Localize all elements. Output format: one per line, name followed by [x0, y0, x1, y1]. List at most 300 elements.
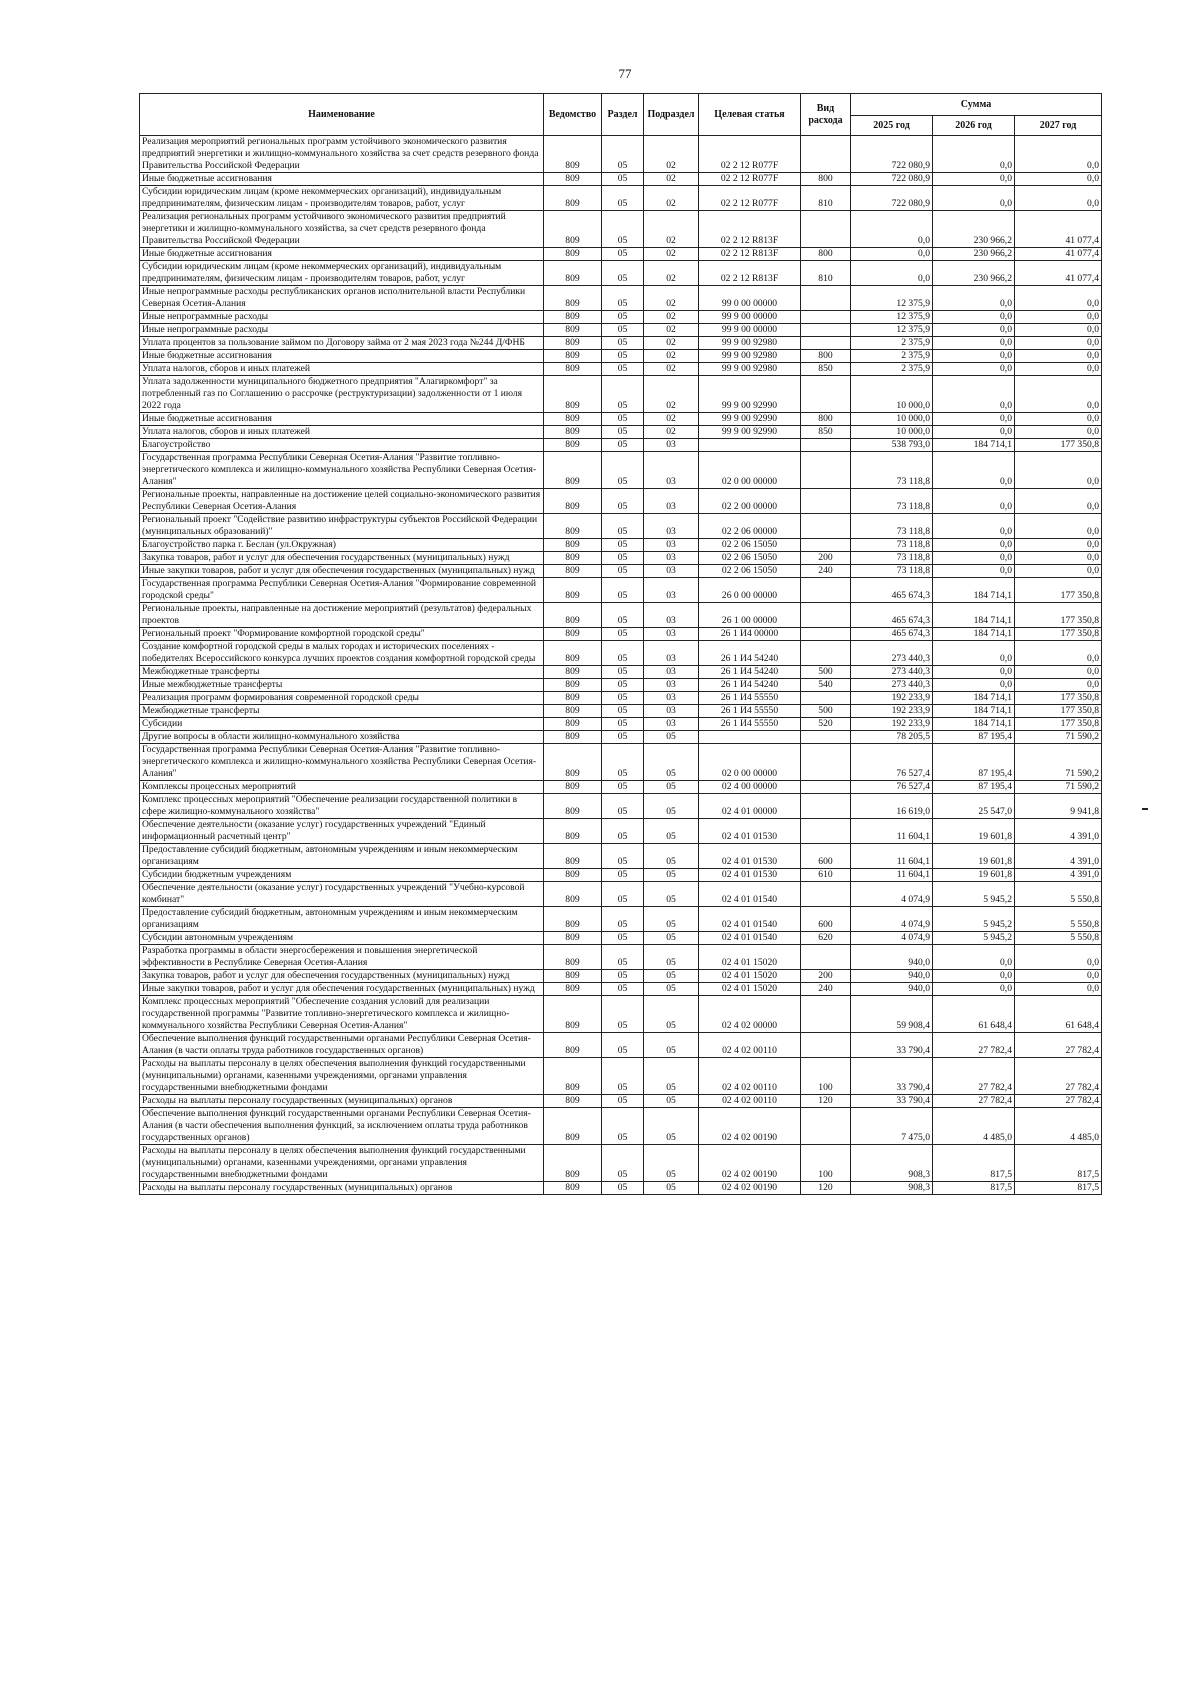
row-expense-type: 200: [801, 552, 851, 565]
row-ministry: 809: [544, 996, 602, 1033]
row-sum-2026: 5 945,2: [933, 932, 1015, 945]
row-subsection: 02: [644, 286, 699, 311]
row-sum-2026: 817,5: [933, 1182, 1015, 1195]
row-ministry: 809: [544, 350, 602, 363]
row-subsection: 03: [644, 489, 699, 514]
row-section: 05: [602, 1095, 644, 1108]
row-target-article: 99 0 00 00000: [699, 286, 801, 311]
row-sum-2027: 0,0: [1015, 489, 1102, 514]
table-row: [140, 1182, 1102, 1195]
table-row: [140, 1033, 1102, 1058]
row-name: Иные межбюджетные трансферты: [140, 679, 544, 692]
row-section: 05: [602, 452, 644, 489]
row-sum-2026: 0,0: [933, 666, 1015, 679]
table-row: [140, 945, 1102, 970]
table-row: [140, 248, 1102, 261]
row-target-article: 02 4 02 00190: [699, 1145, 801, 1182]
header-name: Наименование: [140, 94, 544, 136]
row-expense-type: 810: [801, 186, 851, 211]
row-sum-2027: 4 485,0: [1015, 1108, 1102, 1145]
row-sum-2025: 10 000,0: [851, 376, 933, 413]
row-sum-2027: 41 077,4: [1015, 211, 1102, 248]
table-row: [140, 489, 1102, 514]
row-sum-2027: 27 782,4: [1015, 1095, 1102, 1108]
row-expense-type: [801, 794, 851, 819]
row-ministry: 809: [544, 261, 602, 286]
row-sum-2027: 0,0: [1015, 641, 1102, 666]
row-ministry: 809: [544, 311, 602, 324]
row-sum-2026: 87 195,4: [933, 731, 1015, 744]
row-target-article: 02 4 01 01540: [699, 882, 801, 907]
row-ministry: 809: [544, 452, 602, 489]
table-row: [140, 731, 1102, 744]
table-row: [140, 578, 1102, 603]
row-ministry: 809: [544, 337, 602, 350]
table-row: [140, 983, 1102, 996]
row-subsection: 05: [644, 744, 699, 781]
row-target-article: 26 0 00 00000: [699, 578, 801, 603]
row-sum-2027: 4 391,0: [1015, 819, 1102, 844]
row-name: Региональный проект "Формирование комфортной городской среды": [140, 628, 544, 641]
row-sum-2027: 0,0: [1015, 539, 1102, 552]
row-section: 05: [602, 324, 644, 337]
row-sum-2026: 5 945,2: [933, 907, 1015, 932]
row-section: 05: [602, 692, 644, 705]
row-sum-2026: 19 601,8: [933, 844, 1015, 869]
row-sum-2025: 16 619,0: [851, 794, 933, 819]
row-subsection: 02: [644, 376, 699, 413]
row-sum-2027: 0,0: [1015, 136, 1102, 173]
row-target-article: 02 4 02 00110: [699, 1095, 801, 1108]
row-expense-type: [801, 996, 851, 1033]
table-row: [140, 932, 1102, 945]
table-row: [140, 718, 1102, 731]
row-target-article: 02 4 02 00190: [699, 1108, 801, 1145]
row-sum-2025: 33 790,4: [851, 1095, 933, 1108]
row-sum-2026: 0,0: [933, 970, 1015, 983]
row-subsection: 03: [644, 692, 699, 705]
row-sum-2027: 41 077,4: [1015, 248, 1102, 261]
row-expense-type: [801, 744, 851, 781]
row-target-article: [699, 731, 801, 744]
row-section: 05: [602, 363, 644, 376]
row-expense-type: [801, 539, 851, 552]
row-section: 05: [602, 781, 644, 794]
header-year-2025: 2025 год: [851, 116, 933, 136]
row-expense-type: 520: [801, 718, 851, 731]
table-row: [140, 350, 1102, 363]
row-name: Государственная программа Республики Северная Осетия-Алания "Развитие топливно-энергетического комплекса и жилищно-коммунального хозяйства Республики Северная Осетия-Алания": [140, 744, 544, 781]
row-target-article: 26 1 И4 00000: [699, 628, 801, 641]
row-sum-2025: 4 074,9: [851, 907, 933, 932]
row-sum-2025: 73 118,8: [851, 514, 933, 539]
row-sum-2026: 0,0: [933, 413, 1015, 426]
row-expense-type: [801, 376, 851, 413]
row-subsection: 02: [644, 261, 699, 286]
row-sum-2027: 27 782,4: [1015, 1033, 1102, 1058]
table-row: [140, 565, 1102, 578]
row-target-article: 99 9 00 92990: [699, 426, 801, 439]
row-name: Уплата процентов за пользование займом по Договору займа от 2 мая 2023 года №244 Д/ФНБ: [140, 337, 544, 350]
row-section: 05: [602, 186, 644, 211]
row-name: Расходы на выплаты персоналу государственных (муниципальных) органов: [140, 1182, 544, 1195]
row-sum-2027: 0,0: [1015, 324, 1102, 337]
row-section: 05: [602, 869, 644, 882]
row-sum-2027: 0,0: [1015, 337, 1102, 350]
row-ministry: 809: [544, 945, 602, 970]
row-sum-2025: 908,3: [851, 1145, 933, 1182]
row-sum-2025: 940,0: [851, 970, 933, 983]
row-section: 05: [602, 552, 644, 565]
row-sum-2026: 5 945,2: [933, 882, 1015, 907]
row-target-article: 99 9 00 92990: [699, 413, 801, 426]
row-sum-2027: 0,0: [1015, 426, 1102, 439]
row-target-article: 02 4 02 00000: [699, 996, 801, 1033]
row-ministry: 809: [544, 376, 602, 413]
row-sum-2025: 0,0: [851, 261, 933, 286]
row-sum-2026: 27 782,4: [933, 1058, 1015, 1095]
row-ministry: 809: [544, 1108, 602, 1145]
row-target-article: 26 1 И4 54240: [699, 679, 801, 692]
row-name: Региональные проекты, направленные на достижение целей социально-экономического развития Республики Северная Осетия-Алания: [140, 489, 544, 514]
row-name: Иные непрограммные расходы: [140, 324, 544, 337]
row-ministry: 809: [544, 1033, 602, 1058]
row-sum-2026: 817,5: [933, 1145, 1015, 1182]
row-sum-2026: 184 714,1: [933, 718, 1015, 731]
row-expense-type: [801, 781, 851, 794]
row-ministry: 809: [544, 628, 602, 641]
row-expense-type: 240: [801, 983, 851, 996]
row-expense-type: 800: [801, 248, 851, 261]
row-target-article: 02 4 01 00000: [699, 794, 801, 819]
row-section: 05: [602, 641, 644, 666]
row-name: Предоставление субсидий бюджетным, автономным учреждениям и иным некоммерческим организациям: [140, 907, 544, 932]
row-name: Иные бюджетные ассигнования: [140, 413, 544, 426]
row-subsection: 05: [644, 983, 699, 996]
row-sum-2026: 184 714,1: [933, 692, 1015, 705]
row-ministry: 809: [544, 552, 602, 565]
row-sum-2026: 19 601,8: [933, 819, 1015, 844]
row-subsection: 02: [644, 363, 699, 376]
row-ministry: 809: [544, 426, 602, 439]
row-sum-2027: 0,0: [1015, 552, 1102, 565]
row-target-article: 02 0 00 00000: [699, 452, 801, 489]
table-row: [140, 426, 1102, 439]
row-section: 05: [602, 1108, 644, 1145]
row-name: Закупка товаров, работ и услуг для обеспечения государственных (муниципальных) нужд: [140, 970, 544, 983]
row-section: 05: [602, 628, 644, 641]
row-sum-2026: 0,0: [933, 173, 1015, 186]
row-sum-2027: 71 590,2: [1015, 744, 1102, 781]
row-section: 05: [602, 844, 644, 869]
row-name: Межбюджетные трансферты: [140, 666, 544, 679]
row-ministry: 809: [544, 514, 602, 539]
row-target-article: 02 4 02 00110: [699, 1033, 801, 1058]
table-row: [140, 539, 1102, 552]
table-row: [140, 363, 1102, 376]
row-subsection: 02: [644, 173, 699, 186]
row-ministry: 809: [544, 1095, 602, 1108]
row-section: 05: [602, 337, 644, 350]
table-row: [140, 882, 1102, 907]
row-target-article: 26 1 00 00000: [699, 603, 801, 628]
row-sum-2025: 722 080,9: [851, 186, 933, 211]
row-sum-2027: 61 648,4: [1015, 996, 1102, 1033]
row-section: 05: [602, 666, 644, 679]
row-subsection: 05: [644, 1033, 699, 1058]
row-sum-2026: 25 547,0: [933, 794, 1015, 819]
row-sum-2027: 177 350,8: [1015, 718, 1102, 731]
row-target-article: 02 2 06 15050: [699, 552, 801, 565]
row-sum-2025: 10 000,0: [851, 426, 933, 439]
row-ministry: 809: [544, 781, 602, 794]
table-row: [140, 641, 1102, 666]
table-row: [140, 1058, 1102, 1095]
table-row: [140, 679, 1102, 692]
table-row: [140, 324, 1102, 337]
row-sum-2025: 465 674,3: [851, 578, 933, 603]
row-sum-2026: 0,0: [933, 452, 1015, 489]
row-name: Расходы на выплаты персоналу в целях обеспечения выполнения функций государственными (муниципальными) органами, казенными учреждениями, органами управления государственными внебюджетными фондами: [140, 1058, 544, 1095]
row-sum-2027: 0,0: [1015, 376, 1102, 413]
row-subsection: 05: [644, 970, 699, 983]
row-section: 05: [602, 413, 644, 426]
row-ministry: 809: [544, 794, 602, 819]
row-sum-2025: 11 604,1: [851, 844, 933, 869]
row-sum-2025: 273 440,3: [851, 666, 933, 679]
row-ministry: 809: [544, 363, 602, 376]
row-sum-2027: 71 590,2: [1015, 731, 1102, 744]
row-subsection: 03: [644, 628, 699, 641]
row-target-article: 02 4 02 00190: [699, 1182, 801, 1195]
row-ministry: 809: [544, 324, 602, 337]
row-sum-2026: 184 714,1: [933, 628, 1015, 641]
row-section: 05: [602, 439, 644, 452]
row-sum-2026: 0,0: [933, 565, 1015, 578]
table-row: [140, 1145, 1102, 1182]
row-name: Региональный проект "Содействие развитию инфраструктуры субъектов Российской Федерации (муниципальных образований)": [140, 514, 544, 539]
table-row: [140, 311, 1102, 324]
table-row: [140, 794, 1102, 819]
row-subsection: 03: [644, 679, 699, 692]
row-name: Благоустройство парка г. Беслан (ул.Окружная): [140, 539, 544, 552]
header-ministry: Ведомство: [544, 94, 602, 136]
row-subsection: 05: [644, 819, 699, 844]
row-sum-2026: 0,0: [933, 136, 1015, 173]
row-section: 05: [602, 718, 644, 731]
row-ministry: 809: [544, 844, 602, 869]
row-section: 05: [602, 1058, 644, 1095]
row-section: 05: [602, 983, 644, 996]
row-sum-2027: 5 550,8: [1015, 932, 1102, 945]
row-sum-2025: 940,0: [851, 983, 933, 996]
row-subsection: 02: [644, 324, 699, 337]
row-expense-type: 850: [801, 363, 851, 376]
row-expense-type: 800: [801, 350, 851, 363]
row-sum-2026: 184 714,1: [933, 705, 1015, 718]
row-target-article: 99 9 00 92980: [699, 350, 801, 363]
row-section: 05: [602, 286, 644, 311]
row-expense-type: [801, 628, 851, 641]
table-row: [140, 869, 1102, 882]
row-ministry: 809: [544, 286, 602, 311]
row-ministry: 809: [544, 718, 602, 731]
row-subsection: 03: [644, 705, 699, 718]
row-sum-2027: 177 350,8: [1015, 692, 1102, 705]
row-name: Субсидии автономным учреждениям: [140, 932, 544, 945]
row-section: 05: [602, 350, 644, 363]
row-sum-2027: 0,0: [1015, 186, 1102, 211]
table-row: [140, 996, 1102, 1033]
row-sum-2027: 0,0: [1015, 565, 1102, 578]
row-sum-2026: 0,0: [933, 641, 1015, 666]
row-sum-2027: 5 550,8: [1015, 882, 1102, 907]
row-target-article: 02 2 12 R077F: [699, 186, 801, 211]
row-sum-2027: 177 350,8: [1015, 628, 1102, 641]
table-row: [140, 452, 1102, 489]
row-sum-2026: 61 648,4: [933, 996, 1015, 1033]
row-ministry: 809: [544, 136, 602, 173]
table-row: [140, 705, 1102, 718]
table-row: [140, 261, 1102, 286]
row-sum-2027: 177 350,8: [1015, 439, 1102, 452]
row-sum-2026: 0,0: [933, 552, 1015, 565]
row-sum-2026: 0,0: [933, 186, 1015, 211]
table-row: [140, 744, 1102, 781]
row-target-article: 02 2 12 R077F: [699, 136, 801, 173]
table-row: [140, 844, 1102, 869]
row-sum-2025: 2 375,9: [851, 337, 933, 350]
row-sum-2027: 0,0: [1015, 350, 1102, 363]
row-name: Другие вопросы в области жилищно-коммунального хозяйства: [140, 731, 544, 744]
row-subsection: 02: [644, 211, 699, 248]
table-header: [140, 94, 1102, 136]
row-sum-2026: 0,0: [933, 324, 1015, 337]
row-expense-type: 500: [801, 705, 851, 718]
row-section: 05: [602, 136, 644, 173]
row-sum-2025: 76 527,4: [851, 744, 933, 781]
row-subsection: 02: [644, 350, 699, 363]
row-sum-2027: 27 782,4: [1015, 1058, 1102, 1095]
row-ministry: 809: [544, 705, 602, 718]
row-section: 05: [602, 679, 644, 692]
row-sum-2026: 230 966,2: [933, 248, 1015, 261]
row-ministry: 809: [544, 211, 602, 248]
row-name: Государственная программа Республики Северная Осетия-Алания "Формирование современной городской среды": [140, 578, 544, 603]
row-sum-2025: 59 908,4: [851, 996, 933, 1033]
page-number: 77: [618, 66, 632, 81]
row-name: Уплата налогов, сборов и иных платежей: [140, 363, 544, 376]
row-sum-2027: 0,0: [1015, 363, 1102, 376]
row-sum-2027: 0,0: [1015, 983, 1102, 996]
row-sum-2026: 0,0: [933, 350, 1015, 363]
row-sum-2025: 2 375,9: [851, 350, 933, 363]
row-expense-type: 600: [801, 844, 851, 869]
row-subsection: 03: [644, 641, 699, 666]
row-section: 05: [602, 907, 644, 932]
row-section: 05: [602, 211, 644, 248]
row-expense-type: 600: [801, 907, 851, 932]
row-ministry: 809: [544, 666, 602, 679]
row-target-article: 26 1 И4 54240: [699, 666, 801, 679]
row-expense-type: 620: [801, 932, 851, 945]
row-ministry: 809: [544, 603, 602, 628]
row-target-article: 02 2 12 R077F: [699, 173, 801, 186]
row-subsection: 03: [644, 565, 699, 578]
row-target-article: 26 1 И4 55550: [699, 718, 801, 731]
header-year-2026: 2026 год: [933, 116, 1015, 136]
scan-mark: [1142, 808, 1148, 810]
row-sum-2026: 0,0: [933, 945, 1015, 970]
row-name: Закупка товаров, работ и услуг для обеспечения государственных (муниципальных) нужд: [140, 552, 544, 565]
row-sum-2026: 0,0: [933, 363, 1015, 376]
row-subsection: 05: [644, 907, 699, 932]
row-sum-2027: 177 350,8: [1015, 705, 1102, 718]
row-expense-type: [801, 311, 851, 324]
row-expense-type: [801, 489, 851, 514]
table-row: [140, 628, 1102, 641]
row-target-article: 99 9 00 92990: [699, 376, 801, 413]
row-subsection: 05: [644, 794, 699, 819]
row-sum-2026: 0,0: [933, 376, 1015, 413]
row-subsection: 05: [644, 1182, 699, 1195]
row-target-article: 02 2 12 R813F: [699, 211, 801, 248]
row-name: Уплата задолженности муниципального бюджетного предприятия "Алагиркомфорт" за потребленный газ по Соглашению о рассрочке (реструктуризации) задолженности от 1 июля 2022 года: [140, 376, 544, 413]
row-sum-2025: 73 118,8: [851, 489, 933, 514]
row-sum-2026: 0,0: [933, 514, 1015, 539]
row-target-article: 26 1 И4 55550: [699, 705, 801, 718]
row-expense-type: 800: [801, 413, 851, 426]
row-name: Уплата налогов, сборов и иных платежей: [140, 426, 544, 439]
row-sum-2026: 0,0: [933, 337, 1015, 350]
row-expense-type: 610: [801, 869, 851, 882]
row-name: Реализация мероприятий региональных программ устойчивого экономического развития предприятий энергетики и жилищно-коммунального хозяйства за счет средств резервного фонда Правительства Российской Федерации: [140, 136, 544, 173]
row-subsection: 02: [644, 337, 699, 350]
row-subsection: 05: [644, 869, 699, 882]
row-ministry: 809: [544, 983, 602, 996]
row-target-article: 02 2 06 15050: [699, 539, 801, 552]
row-sum-2026: 87 195,4: [933, 781, 1015, 794]
row-sum-2026: 0,0: [933, 426, 1015, 439]
row-name: Реализация региональных программ устойчивого экономического развития предприятий энергетики и жилищно-коммунального хозяйства, за счет средств резервного фонда Правительства Российской Федерации: [140, 211, 544, 248]
row-ministry: 809: [544, 578, 602, 603]
row-sum-2025: 11 604,1: [851, 869, 933, 882]
row-ministry: 809: [544, 186, 602, 211]
row-sum-2025: 0,0: [851, 211, 933, 248]
row-sum-2027: 0,0: [1015, 970, 1102, 983]
table-row: [140, 376, 1102, 413]
row-subsection: 05: [644, 844, 699, 869]
table-row: [140, 211, 1102, 248]
row-sum-2025: 78 205,5: [851, 731, 933, 744]
row-sum-2026: 184 714,1: [933, 439, 1015, 452]
row-ministry: 809: [544, 970, 602, 983]
row-name: Субсидии юридическим лицам (кроме некоммерческих организаций), индивидуальным предпринимателям, физическим лицам - производителям товаров, работ, услуг: [140, 186, 544, 211]
row-target-article: 99 9 00 00000: [699, 311, 801, 324]
row-subsection: 05: [644, 996, 699, 1033]
row-sum-2025: 33 790,4: [851, 1058, 933, 1095]
row-sum-2025: 76 527,4: [851, 781, 933, 794]
row-subsection: 03: [644, 578, 699, 603]
row-sum-2025: 73 118,8: [851, 552, 933, 565]
row-sum-2027: 4 391,0: [1015, 869, 1102, 882]
table-row: [140, 692, 1102, 705]
row-sum-2025: 0,0: [851, 248, 933, 261]
header-expense-type: Вид расхода: [801, 94, 851, 136]
row-subsection: 05: [644, 1058, 699, 1095]
row-ministry: 809: [544, 1182, 602, 1195]
row-sum-2025: 4 074,9: [851, 882, 933, 907]
